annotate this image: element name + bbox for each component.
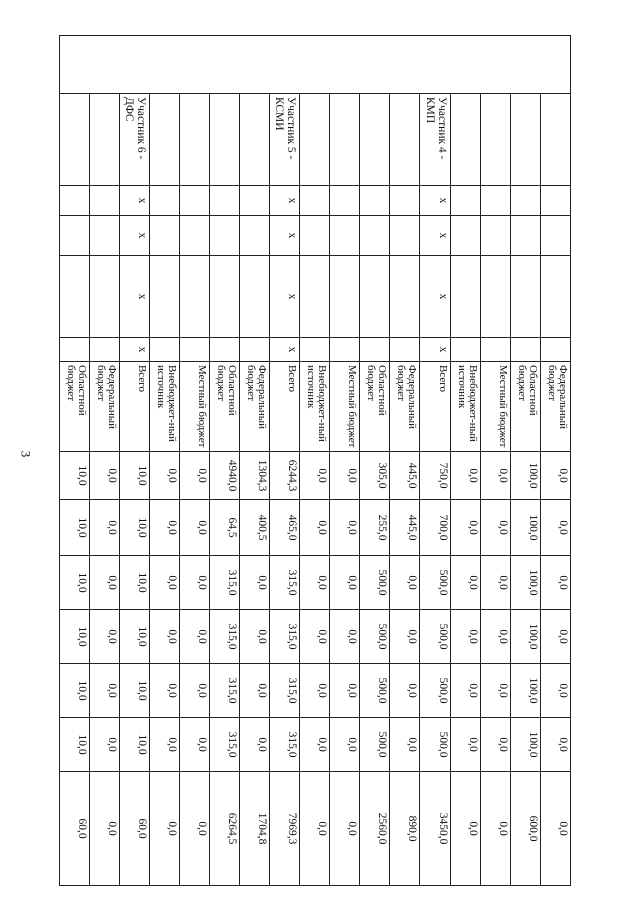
- year-value-cell: 750,0: [420, 452, 451, 500]
- marker-cell: [150, 216, 180, 256]
- marker-cell: [210, 216, 240, 256]
- table-row: [150, 36, 180, 886]
- participant-cell: [60, 94, 90, 186]
- year-value-cell: 465,0: [270, 500, 300, 556]
- total-value-cell: 600,0: [511, 772, 541, 886]
- total-value-cell: 0,0: [330, 772, 360, 886]
- participant-cell: [180, 94, 210, 186]
- marker-cell: x: [270, 338, 300, 362]
- program-cell: [60, 36, 571, 94]
- table-row: [451, 36, 481, 886]
- table-row: [360, 36, 390, 886]
- marker-cell: [180, 256, 210, 338]
- marker-cell: [210, 256, 240, 338]
- marker-cell: x: [270, 216, 300, 256]
- rotated-sheet: [61, 35, 571, 845]
- marker-cell: [511, 186, 541, 216]
- total-value-cell: 1704,8: [240, 772, 270, 886]
- total-value-cell: 3450,0: [420, 772, 451, 886]
- marker-cell: [90, 186, 120, 216]
- year-value-cell: 315,0: [210, 610, 240, 664]
- participant-cell: [481, 94, 511, 186]
- marker-cell: [330, 216, 360, 256]
- marker-cell: [360, 256, 390, 338]
- year-value-cell: 0,0: [90, 664, 120, 718]
- total-value-cell: 0,0: [451, 772, 481, 886]
- year-value-cell: 0,0: [90, 718, 120, 772]
- year-value-cell: 0,0: [390, 610, 420, 664]
- marker-cell: [240, 256, 270, 338]
- year-value-cell: 0,0: [330, 610, 360, 664]
- source-cell: Областной бюджет: [210, 362, 240, 452]
- year-value-cell: 0,0: [180, 452, 210, 500]
- year-value-cell: 10,0: [60, 452, 90, 500]
- marker-cell: x: [270, 256, 300, 338]
- year-value-cell: 0,0: [240, 718, 270, 772]
- year-value-cell: 315,0: [270, 556, 300, 610]
- total-value-cell: 60,0: [120, 772, 150, 886]
- year-value-cell: 10,0: [60, 556, 90, 610]
- marker-cell: [541, 186, 571, 216]
- marker-cell: x: [420, 338, 451, 362]
- year-value-cell: 500,0: [360, 664, 390, 718]
- year-value-cell: 100,0: [511, 500, 541, 556]
- year-value-cell: 0,0: [150, 610, 180, 664]
- year-value-cell: 500,0: [360, 718, 390, 772]
- total-value-cell: 890,0: [390, 772, 420, 886]
- year-value-cell: 0,0: [180, 718, 210, 772]
- year-value-cell: 0,0: [90, 610, 120, 664]
- year-value-cell: 1304,3: [240, 452, 270, 500]
- year-value-cell: 0,0: [451, 610, 481, 664]
- marker-cell: [451, 216, 481, 256]
- year-value-cell: 0,0: [300, 610, 330, 664]
- year-value-cell: 0,0: [240, 664, 270, 718]
- table-row: [60, 36, 90, 886]
- marker-cell: x: [420, 186, 451, 216]
- year-value-cell: 0,0: [90, 556, 120, 610]
- year-value-cell: 255,0: [360, 500, 390, 556]
- source-cell: Всего: [270, 362, 300, 452]
- participant-cell: [511, 94, 541, 186]
- marker-cell: [60, 186, 90, 216]
- source-cell: Местный бюджет: [180, 362, 210, 452]
- marker-cell: [60, 216, 90, 256]
- source-cell: Местный бюджет: [330, 362, 360, 452]
- year-value-cell: 0,0: [541, 610, 571, 664]
- year-value-cell: 0,0: [330, 718, 360, 772]
- year-value-cell: 0,0: [150, 452, 180, 500]
- marker-cell: [240, 338, 270, 362]
- marker-cell: [541, 216, 571, 256]
- marker-cell: [390, 256, 420, 338]
- year-value-cell: 500,0: [420, 610, 451, 664]
- marker-cell: [541, 338, 571, 362]
- marker-cell: [541, 256, 571, 338]
- year-value-cell: 0,0: [300, 664, 330, 718]
- marker-cell: x: [420, 256, 451, 338]
- year-value-cell: 0,0: [150, 556, 180, 610]
- budget-table: [59, 35, 571, 886]
- table-row: [180, 36, 210, 886]
- participant-cell: [240, 94, 270, 186]
- marker-cell: [330, 186, 360, 216]
- marker-cell: [60, 256, 90, 338]
- total-value-cell: 0,0: [150, 772, 180, 886]
- source-cell: Внебюджет-ный источник: [300, 362, 330, 452]
- marker-cell: [300, 256, 330, 338]
- year-value-cell: 500,0: [360, 556, 390, 610]
- year-value-cell: 0,0: [481, 718, 511, 772]
- year-value-cell: 400,5: [240, 500, 270, 556]
- source-cell: Местный бюджет: [481, 362, 511, 452]
- year-value-cell: 0,0: [180, 500, 210, 556]
- marker-cell: [150, 338, 180, 362]
- year-value-cell: 315,0: [270, 610, 300, 664]
- table-row: [390, 36, 420, 886]
- marker-cell: [180, 186, 210, 216]
- marker-cell: [330, 256, 360, 338]
- year-value-cell: 100,0: [511, 610, 541, 664]
- total-value-cell: 2560,0: [360, 772, 390, 886]
- total-value-cell: 7969,3: [270, 772, 300, 886]
- year-value-cell: 315,0: [210, 718, 240, 772]
- page-number: 3: [18, 450, 34, 458]
- year-value-cell: 100,0: [511, 718, 541, 772]
- year-value-cell: 445,0: [390, 500, 420, 556]
- year-value-cell: 315,0: [210, 556, 240, 610]
- year-value-cell: 0,0: [330, 500, 360, 556]
- year-value-cell: 100,0: [511, 664, 541, 718]
- participant-cell: [300, 94, 330, 186]
- table-row: [240, 36, 270, 886]
- source-cell: Федеральный бюджет: [541, 362, 571, 452]
- year-value-cell: 0,0: [150, 664, 180, 718]
- marker-cell: [481, 256, 511, 338]
- participant-cell: Участник 5 - КСМИ: [270, 94, 300, 186]
- year-value-cell: 0,0: [300, 452, 330, 500]
- marker-cell: [390, 338, 420, 362]
- marker-cell: [240, 186, 270, 216]
- total-value-cell: 6264,5: [210, 772, 240, 886]
- participant-cell: [150, 94, 180, 186]
- marker-cell: [150, 256, 180, 338]
- marker-cell: [360, 216, 390, 256]
- year-value-cell: 0,0: [300, 500, 330, 556]
- participant-cell: [451, 94, 481, 186]
- marker-cell: [300, 338, 330, 362]
- source-cell: Областной бюджет: [60, 362, 90, 452]
- marker-cell: [210, 186, 240, 216]
- source-cell: Всего: [120, 362, 150, 452]
- table-row: [300, 36, 330, 886]
- source-cell: Внебюджет-ный источник: [451, 362, 481, 452]
- year-value-cell: 315,0: [270, 664, 300, 718]
- year-value-cell: 315,0: [270, 718, 300, 772]
- year-value-cell: 64,5: [210, 500, 240, 556]
- marker-cell: [90, 256, 120, 338]
- marker-cell: x: [120, 338, 150, 362]
- year-value-cell: 0,0: [180, 556, 210, 610]
- year-value-cell: 10,0: [120, 500, 150, 556]
- year-value-cell: 500,0: [360, 610, 390, 664]
- year-value-cell: 0,0: [90, 500, 120, 556]
- participant-cell: [330, 94, 360, 186]
- year-value-cell: 0,0: [481, 500, 511, 556]
- total-value-cell: 0,0: [300, 772, 330, 886]
- year-value-cell: 0,0: [180, 610, 210, 664]
- table-row: [420, 36, 451, 886]
- year-value-cell: 0,0: [390, 664, 420, 718]
- participant-cell: [90, 94, 120, 186]
- source-cell: Областной бюджет: [360, 362, 390, 452]
- year-value-cell: 0,0: [150, 718, 180, 772]
- year-value-cell: 0,0: [240, 610, 270, 664]
- table-row: [210, 36, 240, 886]
- year-value-cell: 10,0: [60, 610, 90, 664]
- table-row: [511, 36, 541, 886]
- table-row: [481, 36, 511, 886]
- marker-cell: [240, 216, 270, 256]
- marker-cell: [451, 186, 481, 216]
- marker-cell: [90, 338, 120, 362]
- table-row: [270, 36, 300, 886]
- marker-cell: [481, 338, 511, 362]
- year-value-cell: 0,0: [451, 664, 481, 718]
- participant-cell: Участник 4 - КМП: [420, 94, 451, 186]
- year-value-cell: 0,0: [541, 556, 571, 610]
- year-value-cell: 0,0: [300, 718, 330, 772]
- year-value-cell: 0,0: [330, 452, 360, 500]
- year-value-cell: 10,0: [120, 610, 150, 664]
- marker-cell: x: [120, 256, 150, 338]
- year-value-cell: 0,0: [150, 500, 180, 556]
- marker-cell: x: [120, 186, 150, 216]
- year-value-cell: 445,0: [390, 452, 420, 500]
- marker-cell: [360, 186, 390, 216]
- participant-cell: [541, 94, 571, 186]
- marker-cell: [180, 216, 210, 256]
- year-value-cell: 0,0: [300, 556, 330, 610]
- year-value-cell: 0,0: [541, 718, 571, 772]
- year-value-cell: 10,0: [120, 664, 150, 718]
- year-value-cell: 10,0: [60, 718, 90, 772]
- participant-cell: [210, 94, 240, 186]
- marker-cell: [60, 338, 90, 362]
- year-value-cell: 700,0: [420, 500, 451, 556]
- marker-cell: [511, 338, 541, 362]
- table-row: [120, 36, 150, 886]
- marker-cell: [451, 338, 481, 362]
- year-value-cell: 0,0: [330, 664, 360, 718]
- year-value-cell: 10,0: [120, 556, 150, 610]
- table-body: [60, 36, 571, 886]
- table-row: [541, 36, 571, 886]
- marker-cell: [481, 186, 511, 216]
- marker-cell: [390, 216, 420, 256]
- source-cell: Всего: [420, 362, 451, 452]
- year-value-cell: 0,0: [390, 718, 420, 772]
- year-value-cell: 0,0: [90, 452, 120, 500]
- participant-cell: [390, 94, 420, 186]
- year-value-cell: 0,0: [541, 452, 571, 500]
- source-cell: Федеральный бюджет: [90, 362, 120, 452]
- source-cell: Федеральный бюджет: [390, 362, 420, 452]
- participant-cell: [360, 94, 390, 186]
- year-value-cell: 6244,3: [270, 452, 300, 500]
- year-value-cell: 0,0: [481, 610, 511, 664]
- marker-cell: [481, 216, 511, 256]
- year-value-cell: 0,0: [451, 500, 481, 556]
- participant-cell: Участник 6 - ДФС: [120, 94, 150, 186]
- year-value-cell: 500,0: [420, 718, 451, 772]
- year-value-cell: 4940,0: [210, 452, 240, 500]
- source-cell: Внебюджет-ный источник: [150, 362, 180, 452]
- total-value-cell: 60,0: [60, 772, 90, 886]
- marker-cell: x: [270, 186, 300, 216]
- marker-cell: [511, 216, 541, 256]
- marker-cell: [210, 338, 240, 362]
- year-value-cell: 10,0: [120, 718, 150, 772]
- source-cell: Областной бюджет: [511, 362, 541, 452]
- year-value-cell: 0,0: [541, 664, 571, 718]
- year-value-cell: 0,0: [451, 718, 481, 772]
- total-value-cell: 0,0: [90, 772, 120, 886]
- marker-cell: [360, 338, 390, 362]
- year-value-cell: 0,0: [330, 556, 360, 610]
- marker-cell: [300, 216, 330, 256]
- marker-cell: [300, 186, 330, 216]
- marker-cell: x: [420, 216, 451, 256]
- year-value-cell: 10,0: [120, 452, 150, 500]
- year-value-cell: 0,0: [481, 452, 511, 500]
- table-row: [330, 36, 360, 886]
- marker-cell: [330, 338, 360, 362]
- year-value-cell: 500,0: [420, 556, 451, 610]
- marker-cell: [150, 186, 180, 216]
- year-value-cell: 0,0: [481, 556, 511, 610]
- table-row: [90, 36, 120, 886]
- year-value-cell: 100,0: [511, 452, 541, 500]
- year-value-cell: 315,0: [210, 664, 240, 718]
- year-value-cell: 0,0: [451, 452, 481, 500]
- year-value-cell: 10,0: [60, 500, 90, 556]
- total-value-cell: 0,0: [481, 772, 511, 886]
- year-value-cell: 0,0: [390, 556, 420, 610]
- year-value-cell: 0,0: [240, 556, 270, 610]
- source-cell: Федеральный бюджет: [240, 362, 270, 452]
- marker-cell: [511, 256, 541, 338]
- total-value-cell: 0,0: [180, 772, 210, 886]
- marker-cell: [390, 186, 420, 216]
- year-value-cell: 0,0: [481, 664, 511, 718]
- year-value-cell: 100,0: [511, 556, 541, 610]
- year-value-cell: 0,0: [541, 500, 571, 556]
- total-value-cell: 0,0: [541, 772, 571, 886]
- year-value-cell: 0,0: [180, 664, 210, 718]
- marker-cell: [180, 338, 210, 362]
- marker-cell: [90, 216, 120, 256]
- year-value-cell: 500,0: [420, 664, 451, 718]
- marker-cell: [451, 256, 481, 338]
- year-value-cell: 10,0: [60, 664, 90, 718]
- year-value-cell: 305,0: [360, 452, 390, 500]
- year-value-cell: 0,0: [451, 556, 481, 610]
- marker-cell: x: [120, 216, 150, 256]
